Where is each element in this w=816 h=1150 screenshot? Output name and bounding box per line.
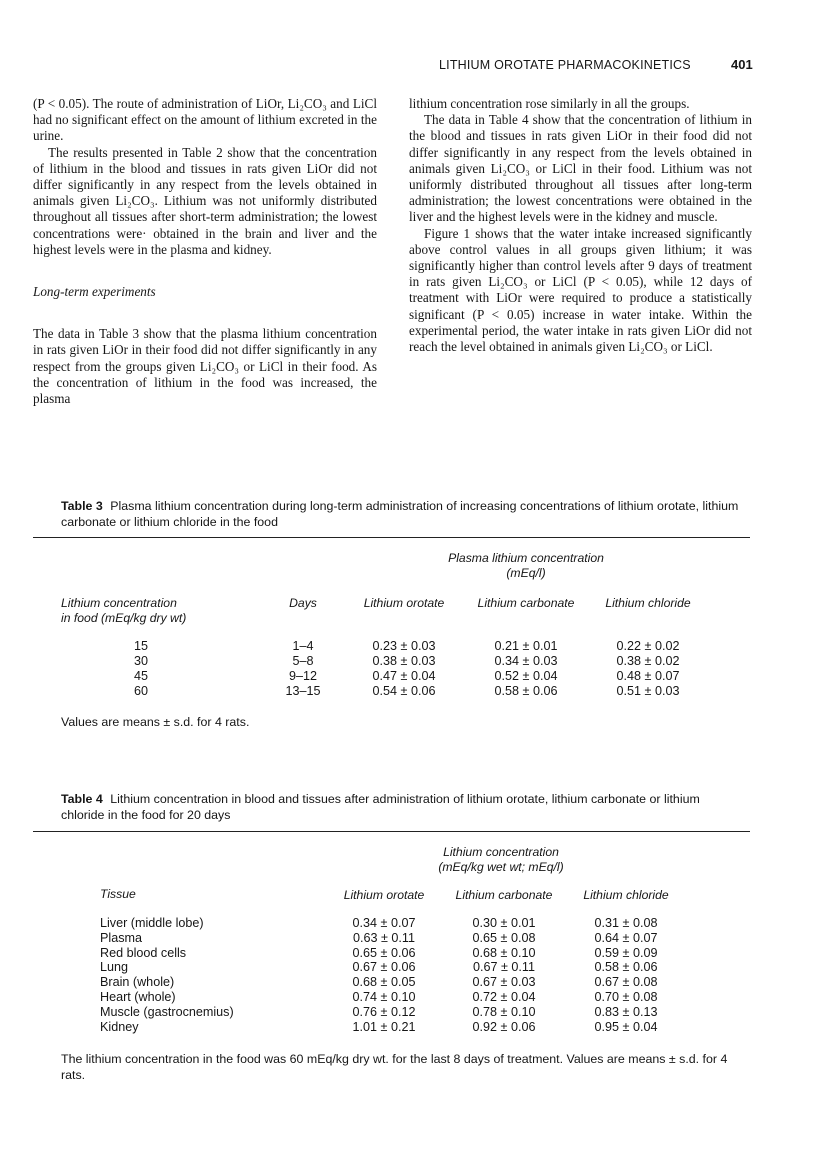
table3-food-cell: 45 xyxy=(133,669,148,683)
table-row xyxy=(0,669,816,684)
table4-orotate-cell: 1.01 ± 0.21 xyxy=(352,1019,416,1034)
table3-food-cell: 15 xyxy=(133,639,148,653)
left-column xyxy=(33,96,377,407)
table3-days-cell: 1–4 xyxy=(292,639,314,653)
table3-orotate-header: Lithium orotate xyxy=(363,596,445,610)
table3-orotate-cell: 0.54 ± 0.06 xyxy=(372,684,436,698)
table4-footnote: The lithium concentration in the food was 60 mEq/kg dry wt. for the last 8 days of treatment. Values are means ± s.d. for 4 rats. xyxy=(61,1052,728,1082)
table4-chloride-cell: 0.31 ± 0.08 xyxy=(594,916,658,930)
table4-chloride-cell: 0.95 ± 0.04 xyxy=(594,1019,658,1034)
table3-carbonate-cell: 0.21 ± 0.01 xyxy=(494,639,558,653)
table-row xyxy=(0,931,816,946)
table4-orotate-cell: 0.63 ± 0.11 xyxy=(353,930,415,945)
table4-carbonate-cell: 0.92 ± 0.06 xyxy=(472,1019,536,1034)
table4-orotate-cell: 0.74 ± 0.10 xyxy=(352,989,416,1004)
table3-carbonate-header: Lithium carbonate xyxy=(477,596,575,610)
table-row xyxy=(0,684,816,699)
table4-carbonate-header: Lithium carbonate xyxy=(455,888,553,902)
table3-food-header-line1: Lithium concentration xyxy=(61,596,177,610)
right-paragraph-3: Figure 1 shows that the water intake increased significantly above control values in all groups given lithium; it was significantly higher than control levels after 9 days of treatment in rats given Li₂CO₃ or LiCl (P < 0.05), while 12 days of treatment with LiOr were required to produce a statistically significant (P < 0.05) increase in water intake. Within the experimental period, the water intake in rats given LiOr did not reach the level obtained in animals given Li₂CO₃ or LiCl. xyxy=(409,225,752,355)
table-row xyxy=(0,916,816,931)
table3-chloride-cell: 0.51 ± 0.03 xyxy=(616,684,680,698)
table4-carbonate-cell: 0.30 ± 0.01 xyxy=(472,916,536,930)
table4-chloride-header: Lithium chloride xyxy=(583,888,669,902)
table4-tissue-cell: Plasma xyxy=(100,930,142,945)
table4-orotate-header: Lithium orotate xyxy=(343,888,425,902)
table3-food-cell: 30 xyxy=(133,654,148,668)
table-row xyxy=(0,960,816,975)
left-paragraph-3: The data in Table 3 show that the plasma lithium concentration in rats given LiOr in their food did not differ significantly in any respect from the groups given Li₂CO₃ or LiCl in their food. As the concentration of lithium in the food was increased, the plasma xyxy=(33,326,377,407)
table4-orotate-cell: 0.68 ± 0.05 xyxy=(352,975,416,990)
table4-carbonate-cell: 0.67 ± 0.03 xyxy=(472,975,536,990)
page-number: 401 xyxy=(731,57,753,72)
table3-days-header: Days xyxy=(289,596,317,610)
table4-carbonate-cell: 0.65 ± 0.08 xyxy=(472,930,536,945)
table4-orotate-cell: 0.76 ± 0.12 xyxy=(352,1004,416,1019)
table3-group-header xyxy=(376,551,676,581)
table3-days-cell: 5–8 xyxy=(292,654,314,668)
table3-body xyxy=(0,639,816,699)
table3-chloride-cell: 0.22 ± 0.02 xyxy=(616,639,680,653)
table4-group-header xyxy=(366,845,636,875)
table4-chloride-cell: 0.70 ± 0.08 xyxy=(594,989,658,1004)
table3-food-header xyxy=(61,596,186,626)
table3-orotate-cell: 0.47 ± 0.04 xyxy=(372,669,436,683)
table3-chloride-cell: 0.48 ± 0.07 xyxy=(616,669,680,683)
table4-orotate-cell: 0.65 ± 0.06 xyxy=(352,945,416,960)
table4-chloride-cell: 0.64 ± 0.07 xyxy=(594,930,658,945)
table3-carbonate-cell: 0.34 ± 0.03 xyxy=(494,654,558,668)
table4-carbonate-cell: 0.72 ± 0.04 xyxy=(472,989,536,1004)
table4-orotate-cell: 0.34 ± 0.07 xyxy=(352,916,416,930)
table4-tissue-cell: Muscle (gastrocnemius) xyxy=(100,1004,234,1019)
table-row xyxy=(0,990,816,1005)
table3-food-cell: 60 xyxy=(133,684,148,698)
table3-footnote: Values are means ± s.d. for 4 rats. xyxy=(61,715,250,729)
table-row xyxy=(0,1005,816,1020)
table4-top-rule xyxy=(33,831,750,832)
table4-carbonate-cell: 0.67 ± 0.11 xyxy=(473,960,535,975)
table3-group-header-line1: Plasma lithium concentration xyxy=(448,551,604,565)
table4-chloride-cell: 0.58 ± 0.06 xyxy=(594,960,658,975)
table3-label: Table 3 xyxy=(61,499,103,513)
table4-caption xyxy=(61,791,741,823)
table4-carbonate-cell: 0.68 ± 0.10 xyxy=(472,945,536,960)
table4-tissue-cell: Kidney xyxy=(100,1019,139,1034)
table4-tissue-header: Tissue xyxy=(100,887,136,901)
right-paragraph-1: lithium concentration rose similarly in all the groups. xyxy=(409,96,690,111)
right-paragraph-2: The data in Table 4 show that the concentration of lithium in the blood and tissues in rats given LiOr in their food did not differ significantly in any respect from the levels obtained in animals given Li₂CO₃ or LiCl in their food. Lithium was not uniformly distributed throughout all tissues after long-term administration; the lowest concentrations were obtained in the liver and the highest levels were in the kidney and muscle. xyxy=(409,112,752,225)
table4-chloride-cell: 0.59 ± 0.09 xyxy=(594,945,658,960)
table3-chloride-header: Lithium chloride xyxy=(605,596,691,610)
table4-group-header-line1: Lithium concentration xyxy=(443,845,559,859)
table3-chloride-cell: 0.38 ± 0.02 xyxy=(616,654,680,668)
table4-label: Table 4 xyxy=(61,792,103,806)
left-paragraph-1: (P < 0.05). The route of administration of LiOr, Li₂CO₃ and LiCl had no significant effect on the amount of lithium excreted in the urine. xyxy=(33,96,377,144)
table3-carbonate-cell: 0.52 ± 0.04 xyxy=(494,669,558,683)
table-row xyxy=(0,639,816,654)
running-title: LITHIUM OROTATE PHARMACOKINETICS xyxy=(439,58,691,72)
table3-caption-text: Plasma lithium concentration during long-term administration of increasing concentrations of lithium orotate, lithium carbonate or lithium chloride in the food xyxy=(61,499,739,529)
table3-days-cell: 9–12 xyxy=(288,669,318,683)
table3-group-header-line2: (mEq/l) xyxy=(506,566,546,580)
table3-orotate-cell: 0.23 ± 0.03 xyxy=(372,639,436,653)
table3-days-cell: 13–15 xyxy=(285,684,321,698)
table4-tissue-cell: Liver (middle lobe) xyxy=(100,916,204,930)
table4-body xyxy=(0,916,816,1034)
table-row xyxy=(0,654,816,669)
table4-group-header-line2: (mEq/kg wet wt; mEq/l) xyxy=(438,860,564,874)
table4-tissue-cell: Brain (whole) xyxy=(100,975,175,990)
table4-chloride-cell: 0.83 ± 0.13 xyxy=(594,1004,658,1019)
table-row xyxy=(0,946,816,961)
table4-caption-text: Lithium concentration in blood and tissues after administration of lithium orotate, lithium carbonate or lithium chloride in the food for 20 days xyxy=(61,792,700,822)
table3-carbonate-cell: 0.58 ± 0.06 xyxy=(494,684,558,698)
table3-top-rule xyxy=(33,537,750,538)
table3-orotate-cell: 0.38 ± 0.03 xyxy=(372,654,436,668)
section-subheading: Long-term experiments xyxy=(33,284,156,300)
table4-tissue-cell: Heart (whole) xyxy=(100,989,176,1004)
table4-carbonate-cell: 0.78 ± 0.10 xyxy=(472,1004,536,1019)
table4-tissue-cell: Lung xyxy=(100,960,129,975)
table4-chloride-cell: 0.67 ± 0.08 xyxy=(594,975,658,990)
left-paragraph-2: The results presented in Table 2 show that the concentration of lithium in the blood and tissues in rats given LiOr did not differ significantly in any respect from the levels obtained in animals given Li₂CO₃. Lithium was not uniformly distributed throughout all tissues after short-term administration; the lowest concentrations were· obtained in the brain and liver and the highest levels were in the plasma and kidney. xyxy=(33,144,377,257)
table4-tissue-cell: Red blood cells xyxy=(100,945,187,960)
table4-orotate-cell: 0.67 ± 0.06 xyxy=(352,960,416,975)
table3-caption xyxy=(61,498,741,530)
table-row xyxy=(0,975,816,990)
table3-food-header-line2: in food (mEq/kg dry wt) xyxy=(61,611,187,625)
table-row xyxy=(0,1020,816,1035)
right-column xyxy=(409,96,752,355)
